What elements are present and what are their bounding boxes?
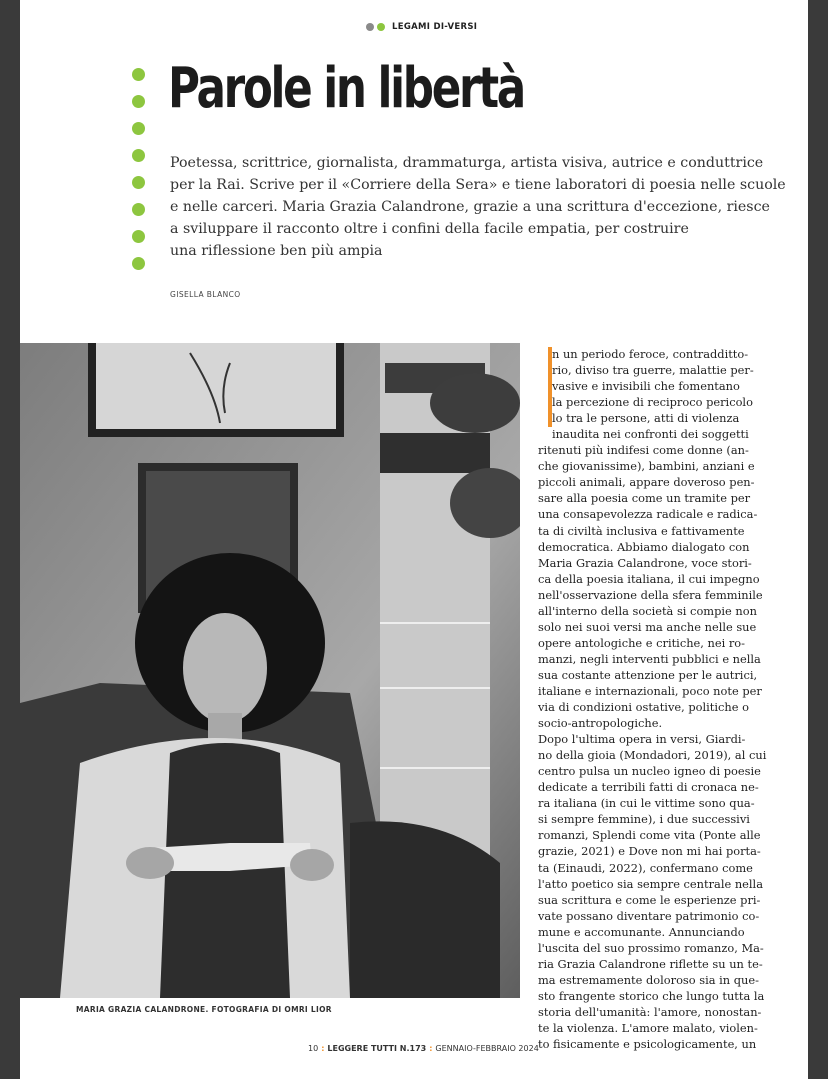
body-line: che giovanissime), bambini, anziani e bbox=[538, 459, 755, 474]
body-line: ria Grazia Calandrone riflette su un te- bbox=[538, 956, 763, 971]
body-line: italiane e internazionali, poco note per bbox=[538, 683, 762, 698]
author-photo bbox=[20, 343, 520, 998]
standfirst-line: Poetessa, scrittrice, giornalista, drammaturga, artista visiva, autrice e conduttrice bbox=[170, 155, 764, 171]
body-line: nell'osservazione della sfera femminile bbox=[538, 587, 763, 602]
photo-caption: MARIA GRAZIA CALANDRONE. FOTOGRAFIA DI OMRI LIOR bbox=[76, 1005, 332, 1014]
body-line: Dopo l'ultima opera in versi, Giardi- bbox=[538, 732, 746, 747]
section-rubric bbox=[366, 22, 477, 32]
body-line: sare alla poesia come un tramite per bbox=[538, 491, 751, 506]
body-line: dedicate a terribili fatti di cronaca ne- bbox=[538, 780, 759, 795]
body-line: solo nei suoi versi ma anche nelle sue bbox=[538, 619, 757, 634]
body-line: via di condizioni ostative, politiche o bbox=[538, 700, 749, 715]
drop-cap-letter bbox=[20, 0, 21, 1]
photo-illustration bbox=[20, 343, 520, 998]
body-line: ra italiana (in cui le vittime sono qua- bbox=[538, 796, 755, 811]
standfirst-line: e nelle carceri. Maria Grazia Calandrone, grazie a una scrittura d'eccezione, riesce bbox=[170, 199, 770, 215]
body-line: ta di civiltà inclusiva e fattivamente bbox=[538, 523, 745, 538]
article-byline: GISELLA BLANCO bbox=[170, 290, 241, 299]
footer-separator: : bbox=[321, 1044, 325, 1053]
decorative-dot-column bbox=[132, 68, 146, 284]
rubric-dot-grey bbox=[366, 23, 374, 31]
green-dot bbox=[132, 230, 145, 243]
standfirst-line: per la Rai. Scrive per il «Corriere della Sera» e tiene laboratori di poesia nelle scuole bbox=[170, 177, 786, 193]
body-line: n un periodo feroce, contradditto- bbox=[552, 347, 749, 361]
magazine-name: LEGGERE TUTTI N.173 bbox=[327, 1044, 427, 1053]
green-dot bbox=[132, 68, 145, 81]
page-footer bbox=[308, 1044, 539, 1053]
body-line: manzi, negli interventi pubblici e nella bbox=[538, 651, 761, 666]
body-line: democratica. Abbiamo dialogato con bbox=[538, 539, 750, 554]
body-line: ma estremamente doloroso sia in que- bbox=[538, 972, 759, 987]
body-line: mune e accomunante. Annunciando bbox=[538, 924, 745, 939]
green-dot bbox=[132, 257, 145, 270]
body-line: no della gioia (Mondadori, 2019), al cui bbox=[538, 748, 767, 763]
body-line: opere antologiche e critiche, nei ro- bbox=[538, 635, 746, 650]
body-line: sua scrittura e come le esperienze pri- bbox=[538, 892, 761, 907]
body-line: sto frangente storico che lungo tutta la bbox=[538, 988, 765, 1003]
body-line: te la violenza. L'amore malato, violen- bbox=[538, 1020, 758, 1035]
rubric-label: LEGAMI DI-VERSI bbox=[392, 22, 478, 32]
body-line: l'atto poetico sia sempre centrale nella bbox=[538, 876, 763, 891]
page-number: 10 bbox=[308, 1044, 319, 1053]
article-body bbox=[538, 346, 767, 1052]
body-line: inaudita nei confronti dei soggetti bbox=[552, 427, 749, 442]
green-dot bbox=[132, 203, 145, 216]
green-dot bbox=[132, 176, 145, 189]
body-line: una consapevolezza radicale e radica- bbox=[538, 507, 758, 522]
body-line: vate possano diventare patrimonio co- bbox=[538, 908, 760, 923]
body-line: la percezione di reciproco pericolo bbox=[552, 395, 753, 410]
footer-separator: : bbox=[429, 1044, 433, 1053]
body-line: romanzi, Splendi come vita (Ponte alle bbox=[538, 828, 761, 843]
body-line: ritenuti più indifesi come donne (an- bbox=[538, 443, 749, 458]
magazine-page bbox=[20, 0, 808, 1079]
green-dot bbox=[132, 122, 145, 135]
body-line: grazie, 2021) e Dove non mi hai porta- bbox=[538, 844, 761, 859]
green-dot bbox=[132, 95, 145, 108]
body-line: lo tra le persone, atti di violenza bbox=[552, 411, 740, 426]
body-line: si sempre femmine), i due successivi bbox=[538, 812, 750, 827]
article-standfirst bbox=[170, 152, 786, 262]
body-line: ta (Einaudi, 2022), confermano come bbox=[538, 860, 753, 875]
body-line: l'uscita del suo prossimo romanzo, Ma- bbox=[538, 940, 764, 955]
body-line: Maria Grazia Calandrone, voce stori- bbox=[538, 555, 752, 570]
article-title: Parole in libertà bbox=[168, 56, 524, 121]
body-line: vasive e invisibili che fomentano bbox=[552, 379, 740, 394]
body-line: all'interno della società si compie non bbox=[538, 603, 757, 618]
body-line: rio, diviso tra guerre, malattie per- bbox=[552, 363, 754, 378]
body-line: sua costante attenzione per le autrici, bbox=[538, 667, 758, 682]
issue-date: GENNAIO-FEBBRAIO 2024 bbox=[435, 1044, 539, 1053]
rubric-dot-green bbox=[377, 23, 385, 31]
body-line: ca della poesia italiana, il cui impegno bbox=[538, 571, 760, 586]
green-dot bbox=[132, 149, 145, 162]
body-line: piccoli animali, appare doveroso pen- bbox=[538, 475, 755, 490]
body-line: storia dell'umanità: l'amore, nonostan- bbox=[538, 1004, 762, 1019]
body-line: to fisicamente e psicologicamente, un bbox=[538, 1037, 757, 1052]
standfirst-line: una riflessione ben più ampia bbox=[170, 243, 383, 259]
standfirst-line: a sviluppare il racconto oltre i confini della facile empatia, per costruire bbox=[170, 221, 689, 237]
body-line: centro pulsa un nucleo igneo di poesie bbox=[538, 764, 761, 779]
body-line: socio-antropologiche. bbox=[538, 716, 663, 731]
